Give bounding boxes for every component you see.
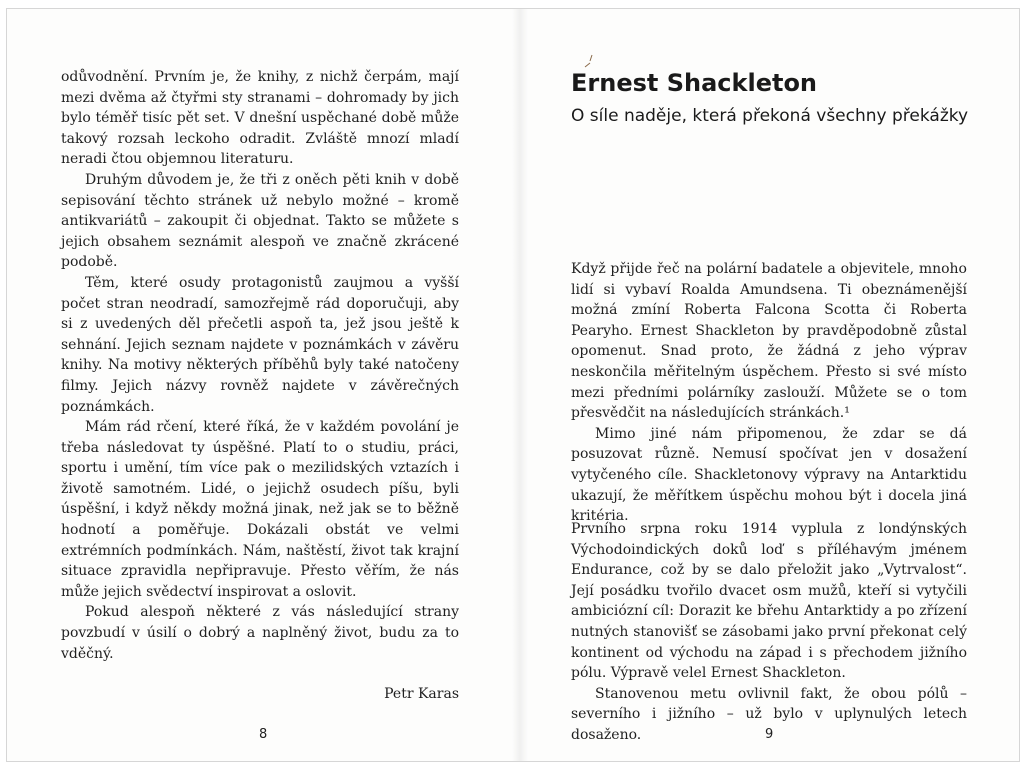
paragraph: odůvodnění. Prvním je, že knihy, z nichž čerpám, mají mezi dvěma až čtyřmi sty stranami – dohromady by jich bylo téměř tisíc pět set. V dnešní uspěchané době může takový rozsah leckoho odradit. Zvláště mnozí mladí neradi čtou objemnou literaturu. xyxy=(61,69,459,168)
page-number-right: 9 xyxy=(765,727,774,742)
right-page xyxy=(519,9,1019,761)
chapter-intro xyxy=(571,259,967,527)
chapter-body xyxy=(571,519,967,746)
paragraph: Druhým důvodem je, že tři z oněch pěti knih v době sepisování těchto stránek už nebylo možné – kromě antikvariátů – zakoupit či objednat. Takto se můžete s jejich obsahem seznámit alespoň ve značně zkrácené podobě. xyxy=(61,171,459,271)
paragraph: Mimo jiné nám připomenou, že zdar se dá posuzovat různě. Nemusí spočívat jen v dosažení vytyčeného cíle. Shackletonovy výpravy na Antarktidu ukazují, že měřítkem úspěchu mohou být i docela jiná kritéria. xyxy=(571,425,967,525)
paragraph: Když přijde řeč na polární badatele a objevitele, mnoho lidí si vybaví Roalda Amundsena. Ti obeznámenější možná zmíní Roberta Falcona Scotta či Roberta Pearyho. Ernest Shackleton by pravděpodobně zůstal opomenut. Snad proto, že žádná z jeho výprav neskončila měřitelným úspěchem. Přesto si své místo mezi předními polárníky zaslouží. Můžete se o tom přesvědčit na následujících stránkách.¹ xyxy=(571,261,967,422)
paragraph: Prvního srpna roku 1914 vyplula z londýnských Východoindických doků loď s příléhavým jménem Endurance, což by se dalo přeložit jako „Vytrvalost“. Její posádku tvořilo dvacet osm mužů, kteří si vytyčili ambiciózní cíl: Dorazit ke břehu Antarktidy a po zřízení nutných stanovišť se zásobami jako první překonat celý kontinent od východu na západ i s přechodem jižního pólu. Výpravě velel Ernest Shackleton. xyxy=(571,521,967,682)
left-page xyxy=(7,9,519,761)
paragraph: Stanovenou metu ovlivnil fakt, že obou pólů – severního i jižního – už bylo v uplynulých letech dosaženo. xyxy=(571,685,967,743)
paragraph: Pokud alespoň některé z vás následující strany povzbudí v úsilí o dobrý a naplněný život, budu za to vděčný. xyxy=(61,604,459,662)
left-page-text xyxy=(61,67,459,705)
chapter-subtitle: O síle naděje, která překoná všechny překážky xyxy=(571,106,969,126)
pen-mark-icon xyxy=(581,51,601,71)
chapter-title: Ernest Shackleton xyxy=(571,69,818,97)
paragraph: Mám rád rčení, které říká, že v každém povolání je třeba následovat ty úspěšné. Platí to o studiu, práci, sportu i umění, tím více pak o mezilidských vztazích i životě samotném. Lidé, o jejichž osudech píšu, byli úspěšní, i když někdy možná jinak, než jak se to běžně hodnotí a poměřuje. Dokázali obstát ve velmi extrémních podmínkách. Nám, naštěstí, život tak krajní situace zpravidla nepřipravuje. Přesto věřím, že nás může jejich svědectví inspirovat a oslovit. xyxy=(61,419,459,600)
page-number-left: 8 xyxy=(259,727,268,742)
author-signature: Petr Karas xyxy=(384,686,459,703)
book-spread xyxy=(6,8,1020,762)
paragraph: Těm, které osudy protagonistů zaujmou a vyšší počet stran neodradí, samozřejmě rád doporučuji, aby si z uvedených děl přečetli aspoň ta, jež jsou ještě k sehnání. Jejich seznam najdete v poznámkách v závěru knihy. Na motivy některých příběhů byly také natočeny filmy. Jejich názvy rovněž najdete v závěrečných poznámkách. xyxy=(61,274,459,415)
